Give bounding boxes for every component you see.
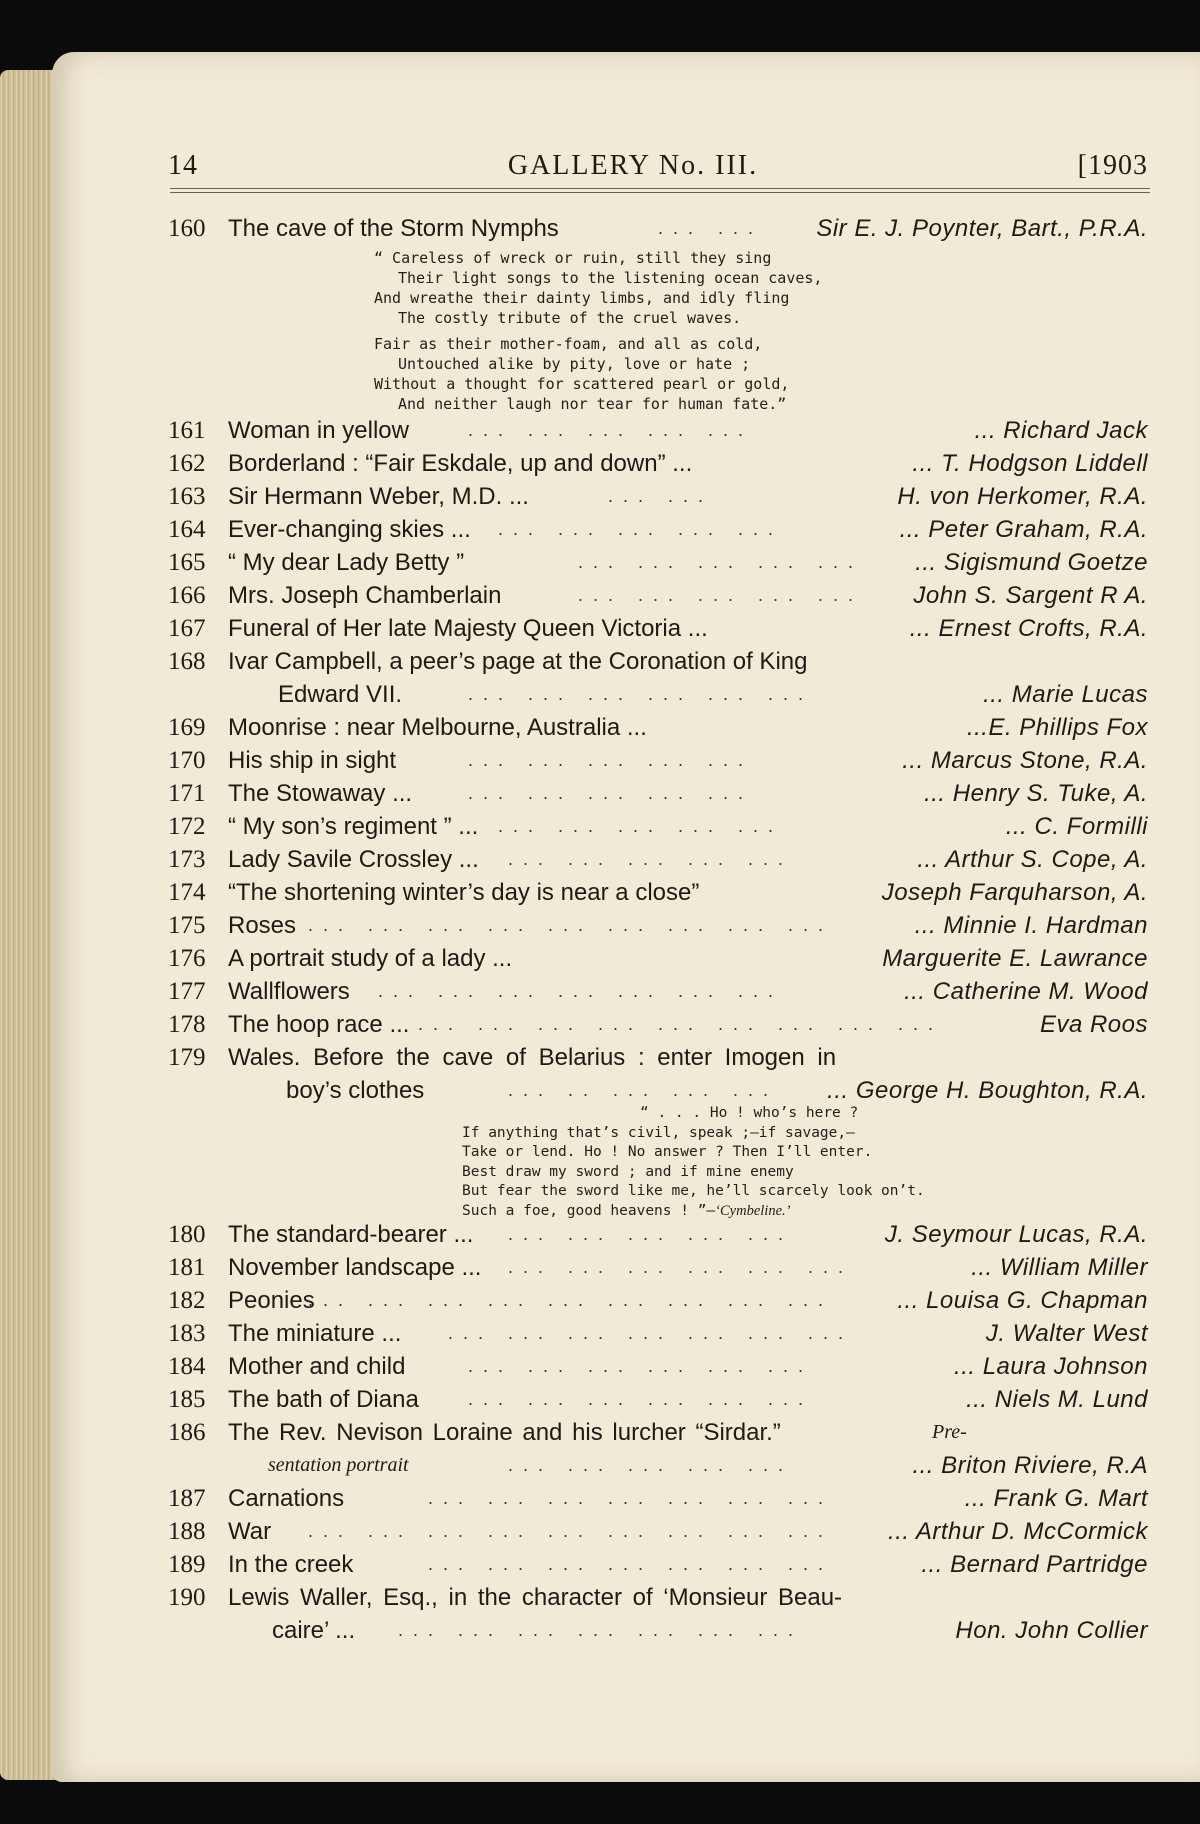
quote-line: And neither laugh nor tear for human fate.” <box>398 395 787 413</box>
catalogue-entry <box>168 480 1152 513</box>
entry-artist: ... Arthur S. Cope, A. <box>917 846 1148 873</box>
entry-number: 161 <box>168 417 206 444</box>
catalogue-entry <box>168 1581 1152 1614</box>
entry-number: 188 <box>168 1518 206 1545</box>
catalogue-entry <box>168 942 1152 975</box>
leader-dots: ... ... ... ... ... <box>498 816 784 836</box>
quote-line: Untouched alike by pity, love or hate ; <box>398 355 751 373</box>
quote-line: “ . . . Ho ! who’s here ? <box>640 1105 859 1121</box>
catalogue-entry <box>168 909 1152 942</box>
entry-title-continued: boy’s clothes <box>286 1077 425 1104</box>
entry-number: 185 <box>168 1386 206 1413</box>
entry-title: Mrs. Joseph Chamberlain <box>228 582 502 609</box>
catalogue-entry <box>168 1317 1152 1350</box>
catalogue-entry <box>168 212 1152 245</box>
entry-title-note: Pre- <box>932 1421 967 1443</box>
header-rule <box>170 188 1150 189</box>
leader-dots: ... ... ... ... ... <box>578 552 864 572</box>
entry-title: A portrait study of a lady ... <box>228 945 513 972</box>
entry-number: 174 <box>168 879 206 906</box>
quote-line: Take or lend. Ho ! No answer ? Then I’ll enter. <box>462 1144 873 1160</box>
entry-number: 173 <box>168 846 206 873</box>
leader-dots: ... ... ... ... ... ... ... <box>428 1488 834 1508</box>
entry-number: 179 <box>168 1044 206 1071</box>
entry-title: The Stowaway ... <box>228 780 413 807</box>
leader-dots: ... ... ... ... ... <box>508 1224 794 1244</box>
leader-dots: ... ... ... ... ... <box>578 585 864 605</box>
catalogue-entry-continuation <box>168 678 1152 711</box>
entry-title: Lady Savile Crossley ... <box>228 846 479 873</box>
leader-dots: ... ... ... ... ... ... ... ... ... <box>418 1014 944 1034</box>
entry-artist: ... William Miller <box>971 1254 1148 1281</box>
entry-title: Wales. Before the cave of Belarius : enter Imogen in <box>228 1044 837 1071</box>
entry-artist: ...E. Phillips Fox <box>966 714 1148 741</box>
entry-artist: ... Arthur D. McCormick <box>888 1518 1148 1545</box>
entry-number: 171 <box>168 780 206 807</box>
entry-title: November landscape ... <box>228 1254 482 1281</box>
quote-source: ‘Cymbeline.’ <box>715 1202 791 1219</box>
leader-dots: ... ... <box>658 218 764 238</box>
leader-dots: ... ... ... ... ... <box>468 783 754 803</box>
entry-number: 168 <box>168 648 206 675</box>
entry-artist: Hon. John Collier <box>955 1617 1148 1644</box>
entry-artist: Eva Roos <box>1039 1011 1148 1038</box>
entry-title-continued: Edward VII. <box>278 681 403 708</box>
entry-artist: John S. Sargent R A. <box>913 582 1148 609</box>
entry-title: The hoop race ... <box>228 1011 410 1038</box>
entry-artist: ... Minnie I. Hardman <box>914 912 1148 939</box>
leader-dots: ... ... ... ... ... ... ... <box>448 1323 854 1343</box>
book-page-edges <box>0 70 58 1780</box>
entry-artist: J. Seymour Lucas, R.A. <box>884 1221 1148 1248</box>
entry-artist: ... Laura Johnson <box>954 1353 1148 1380</box>
entry-artist: ... Marcus Stone, R.A. <box>902 747 1148 774</box>
entry-number: 187 <box>168 1485 206 1512</box>
entry-artist: ... Niels M. Lund <box>966 1386 1148 1413</box>
entry-title: Lewis Waller, Esq., in the character of ‘Monsieur Beau- <box>228 1584 843 1611</box>
catalogue-entry <box>168 843 1152 876</box>
entry-number: 182 <box>168 1287 206 1314</box>
entry-artist: ... George H. Boughton, R.A. <box>827 1077 1148 1104</box>
leader-dots: ... ... ... ... ... <box>508 849 794 869</box>
catalogue-entry <box>168 1548 1152 1581</box>
catalogue-entry <box>168 1218 1152 1251</box>
leader-dots: ... ... ... ... ... ... ... <box>428 1554 834 1574</box>
entry-artist: ... Peter Graham, R.A. <box>899 516 1148 543</box>
leader-dots: ... ... ... ... ... <box>498 519 784 539</box>
entry-title: Woman in yellow <box>228 417 409 444</box>
entry-number: 169 <box>168 714 206 741</box>
entry-artist: ... T. Hodgson Liddell <box>912 450 1148 477</box>
entry-title: The cave of the Storm Nymphs <box>228 215 559 242</box>
catalogue-entry <box>168 810 1152 843</box>
entry-title: “ My dear Lady Betty ” <box>228 549 465 576</box>
entry-title: Ever-changing skies ... <box>228 516 471 543</box>
leader-dots: ... .. ... ... ... <box>508 1080 779 1100</box>
quote-line: If anything that’s civil, speak ;—if savage,— <box>462 1124 855 1141</box>
entry-number: 184 <box>168 1353 206 1380</box>
page-header <box>118 150 1148 190</box>
entry-number: 166 <box>168 582 206 609</box>
entry-title: Sir Hermann Weber, M.D. ... <box>228 483 529 510</box>
entry-number: 172 <box>168 813 206 840</box>
leader-dots: ... ... ... ... ... ... ... ... ... <box>308 1521 834 1541</box>
entry-artist: ... Henry S. Tuke, A. <box>924 780 1148 807</box>
catalogue-entry-continuation <box>168 1074 1152 1107</box>
entry-title: Wallflowers <box>228 978 350 1005</box>
entry-number: 186 <box>168 1419 206 1446</box>
entry-artist: ... Richard Jack <box>974 417 1148 444</box>
entry-title: The standard-bearer ... <box>228 1221 474 1248</box>
quote-line: Such a foe, good heavens ! ”— <box>462 1202 716 1219</box>
entry-title: Borderland : “Fair Eskdale, up and down” ... <box>228 450 693 477</box>
leader-dots: ... ... ... ... ... ... <box>468 1356 814 1376</box>
catalogue-entry <box>168 777 1152 810</box>
catalogue-entry <box>168 975 1152 1008</box>
catalogue-entry <box>168 1416 1152 1449</box>
catalogue-entry <box>168 711 1152 744</box>
quote-line: And wreathe their dainty limbs, and idly fling <box>374 289 790 307</box>
quote-line: “ Careless of wreck or ruin, still they sing <box>374 249 772 267</box>
entry-title: “ My son’s regiment ” ... <box>228 813 479 840</box>
leader-dots: ... ... ... ... ... ... ... ... ... <box>308 915 834 935</box>
entry-artist: Marguerite E. Lawrance <box>882 945 1148 972</box>
catalogue-entry <box>168 876 1152 909</box>
entry-artist: ... Catherine M. Wood <box>904 978 1148 1005</box>
leader-dots: ... ... ... ... ... ... <box>508 1257 854 1277</box>
catalogue-entry <box>168 645 1152 678</box>
entry-title: Funeral of Her late Majesty Queen Victoria ... <box>228 615 708 642</box>
catalogue-entry-continuation <box>168 1449 1152 1482</box>
entry-artist: J. Walter West <box>985 1320 1148 1347</box>
entry-artist: ... Frank G. Mart <box>964 1485 1148 1512</box>
entry-artist: H. von Herkomer, R.A. <box>897 483 1148 510</box>
entry-artist: ... Briton Riviere, R.A <box>912 1452 1148 1479</box>
entry-artist: ... Bernard Partridge <box>921 1551 1148 1578</box>
quote-line: Best draw my sword ; and if mine enemy <box>462 1163 794 1180</box>
catalogue-entry <box>168 579 1152 612</box>
entry-title: “The shortening winter’s day is near a close” <box>228 879 700 906</box>
entry-title: Mother and child <box>228 1353 406 1380</box>
leader-dots: ... ... ... ... ... <box>508 1455 794 1475</box>
header-rule <box>170 192 1150 193</box>
entry-number: 175 <box>168 912 206 939</box>
entry-title-continued: caire’ ... <box>272 1617 356 1644</box>
entry-title: Moonrise : near Melbourne, Australia ... <box>228 714 647 741</box>
page-number: 14 <box>168 150 198 181</box>
entry-artist: Sir E. J. Poynter, Bart., P.R.A. <box>816 215 1148 242</box>
leader-dots: ... ... ... ... ... ... <box>468 684 814 704</box>
quote-line: The costly tribute of the cruel waves. <box>398 309 742 327</box>
catalogue-entry <box>168 1251 1152 1284</box>
entry-title-continued: sentation portrait <box>268 1454 409 1476</box>
leader-dots: ... ... ... ... ... ... ... <box>398 1620 804 1640</box>
catalogue-entry <box>168 1041 1152 1074</box>
entry-artist: Joseph Farquharson, A. <box>881 879 1148 906</box>
leader-dots: ... ... ... ... ... ... ... <box>378 981 784 1001</box>
leader-dots: ... ... ... ... ... ... <box>468 1389 814 1409</box>
entry-number: 164 <box>168 516 206 543</box>
catalogue-entry <box>168 414 1152 447</box>
year-label: [1903 <box>1077 150 1148 181</box>
quote-line: Their light songs to the listening ocean caves, <box>398 269 823 287</box>
quote-block <box>374 248 822 414</box>
entry-number: 189 <box>168 1551 206 1578</box>
catalogue-entry <box>168 1350 1152 1383</box>
entry-number: 176 <box>168 945 206 972</box>
catalogue-entry <box>168 1383 1152 1416</box>
entry-title: Roses <box>228 912 297 939</box>
entry-title: The miniature ... <box>228 1320 402 1347</box>
entry-artist: ... Sigismund Goetze <box>915 549 1148 576</box>
entry-number: 180 <box>168 1221 206 1248</box>
catalogue-entry <box>168 1008 1152 1041</box>
entry-title: The bath of Diana <box>228 1386 419 1413</box>
leader-dots: ... ... ... ... ... <box>468 420 754 440</box>
catalogue-entry-continuation <box>168 1614 1152 1647</box>
catalogue-entry <box>168 447 1152 480</box>
entry-title: The Rev. Nevison Loraine and his lurcher “Sirdar.” <box>228 1419 781 1446</box>
quote-line: Fair as their mother-foam, and all as cold, <box>374 335 763 353</box>
entry-number: 181 <box>168 1254 206 1281</box>
entry-title: In the creek <box>228 1551 354 1578</box>
catalogue-entry <box>168 1515 1152 1548</box>
entry-number: 163 <box>168 483 206 510</box>
entry-number: 183 <box>168 1320 206 1347</box>
catalogue-entry <box>168 744 1152 777</box>
page-title: GALLERY No. III. <box>507 150 759 181</box>
entry-title: His ship in sight <box>228 747 397 774</box>
entry-number: 177 <box>168 978 206 1005</box>
quote-line: But fear the sword like me, he’ll scarcely look on’t. <box>462 1183 925 1199</box>
catalogue-entry <box>168 1482 1152 1515</box>
entry-title: Ivar Campbell, a peer’s page at the Coronation of King <box>228 648 808 675</box>
entry-number: 190 <box>168 1584 206 1611</box>
leader-dots: ... ... <box>608 486 714 506</box>
entry-number: 178 <box>168 1011 206 1038</box>
catalogue-entry <box>168 546 1152 579</box>
entry-artist: ... Ernest Crofts, R.A. <box>909 615 1148 642</box>
leader-dots: ... ... ... ... ... <box>468 750 754 770</box>
catalogue-entry <box>168 612 1152 645</box>
entry-title: Carnations <box>228 1485 345 1512</box>
quote-block <box>462 1104 925 1221</box>
entry-artist: ... C. Formilli <box>1005 813 1148 840</box>
entry-number: 165 <box>168 549 206 576</box>
catalogue-entry <box>168 1284 1152 1317</box>
entry-number: 167 <box>168 615 206 642</box>
entry-title: War <box>228 1518 272 1545</box>
quote-line: Without a thought for scattered pearl or gold, <box>374 375 790 393</box>
entry-number: 170 <box>168 747 206 774</box>
catalogue-entry <box>168 513 1152 546</box>
entry-title: Peonies <box>228 1287 315 1314</box>
leader-dots: ... ... ... ... ... ... ... ... ... <box>308 1290 834 1310</box>
entry-artist: ... Marie Lucas <box>983 681 1148 708</box>
entry-number: 162 <box>168 450 206 477</box>
entry-artist: ... Louisa G. Chapman <box>897 1287 1148 1314</box>
entry-number: 160 <box>168 215 206 242</box>
